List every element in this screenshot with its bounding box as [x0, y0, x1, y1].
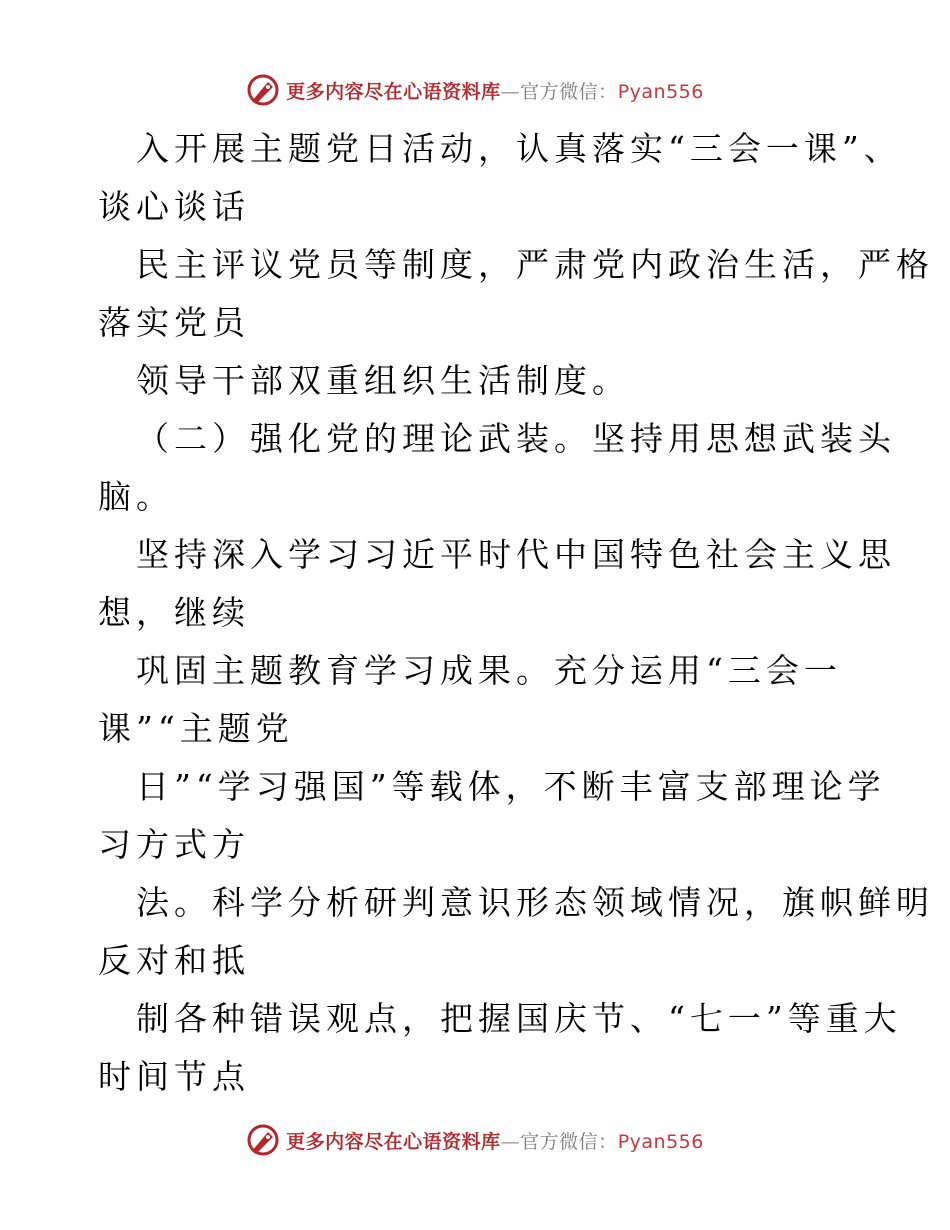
text-line: 领导干部双重组织生活制度。	[136, 361, 630, 400]
text-line: 想，继续	[98, 593, 250, 632]
banner-text	[286, 1127, 704, 1154]
header-banner	[0, 70, 950, 110]
banner-wechat-id: Pyan556	[617, 1130, 704, 1153]
text-line: 坚持深入学习习近平时代中国特色社会主义思	[136, 535, 896, 574]
text-line: 巩固主题教育学习成果。充分运用“三会一	[136, 651, 842, 690]
banner-dash: —	[500, 1130, 521, 1153]
text-line: （二）强化党的理论武装。坚持用思想武装头	[136, 419, 896, 458]
text-line: 民主评议党员等制度，严肃党内政治生活，严格	[136, 245, 934, 284]
banner-dash: —	[500, 80, 521, 103]
text-line: 法。科学分析研判意识形态领域情况，旗帜鲜明	[136, 883, 934, 922]
banner-text	[286, 77, 704, 104]
pen-nib-logo-icon	[246, 73, 280, 107]
text-line: 时间节点	[98, 1057, 250, 1096]
text-line: 谈心谈话	[98, 187, 250, 226]
text-line: 反对和抵	[98, 941, 250, 980]
text-line: 脑。	[98, 477, 174, 516]
banner-label: 官方微信：	[520, 1130, 618, 1153]
text-line: 课”“主题党	[98, 709, 294, 748]
text-line: 入开展主题党日活动，认真落实“三会一课”、	[136, 129, 902, 168]
banner-wechat-id: Pyan556	[617, 80, 704, 103]
text-line: 落实党员	[98, 303, 250, 342]
banner-label: 官方微信：	[520, 80, 618, 103]
document-body	[98, 120, 934, 1106]
text-line: 日”“学习强国”等载体，不断丰富支部理论学	[136, 767, 886, 806]
banner-main: 更多内容尽在心语资料库	[286, 80, 501, 103]
footer-banner	[0, 1120, 950, 1160]
pen-nib-logo-icon	[246, 1123, 280, 1157]
banner-main: 更多内容尽在心语资料库	[286, 1130, 501, 1153]
text-line: 习方式方	[98, 825, 250, 864]
text-line: 制各种错误观点，把握国庆节、“七一”等重大	[136, 999, 902, 1038]
